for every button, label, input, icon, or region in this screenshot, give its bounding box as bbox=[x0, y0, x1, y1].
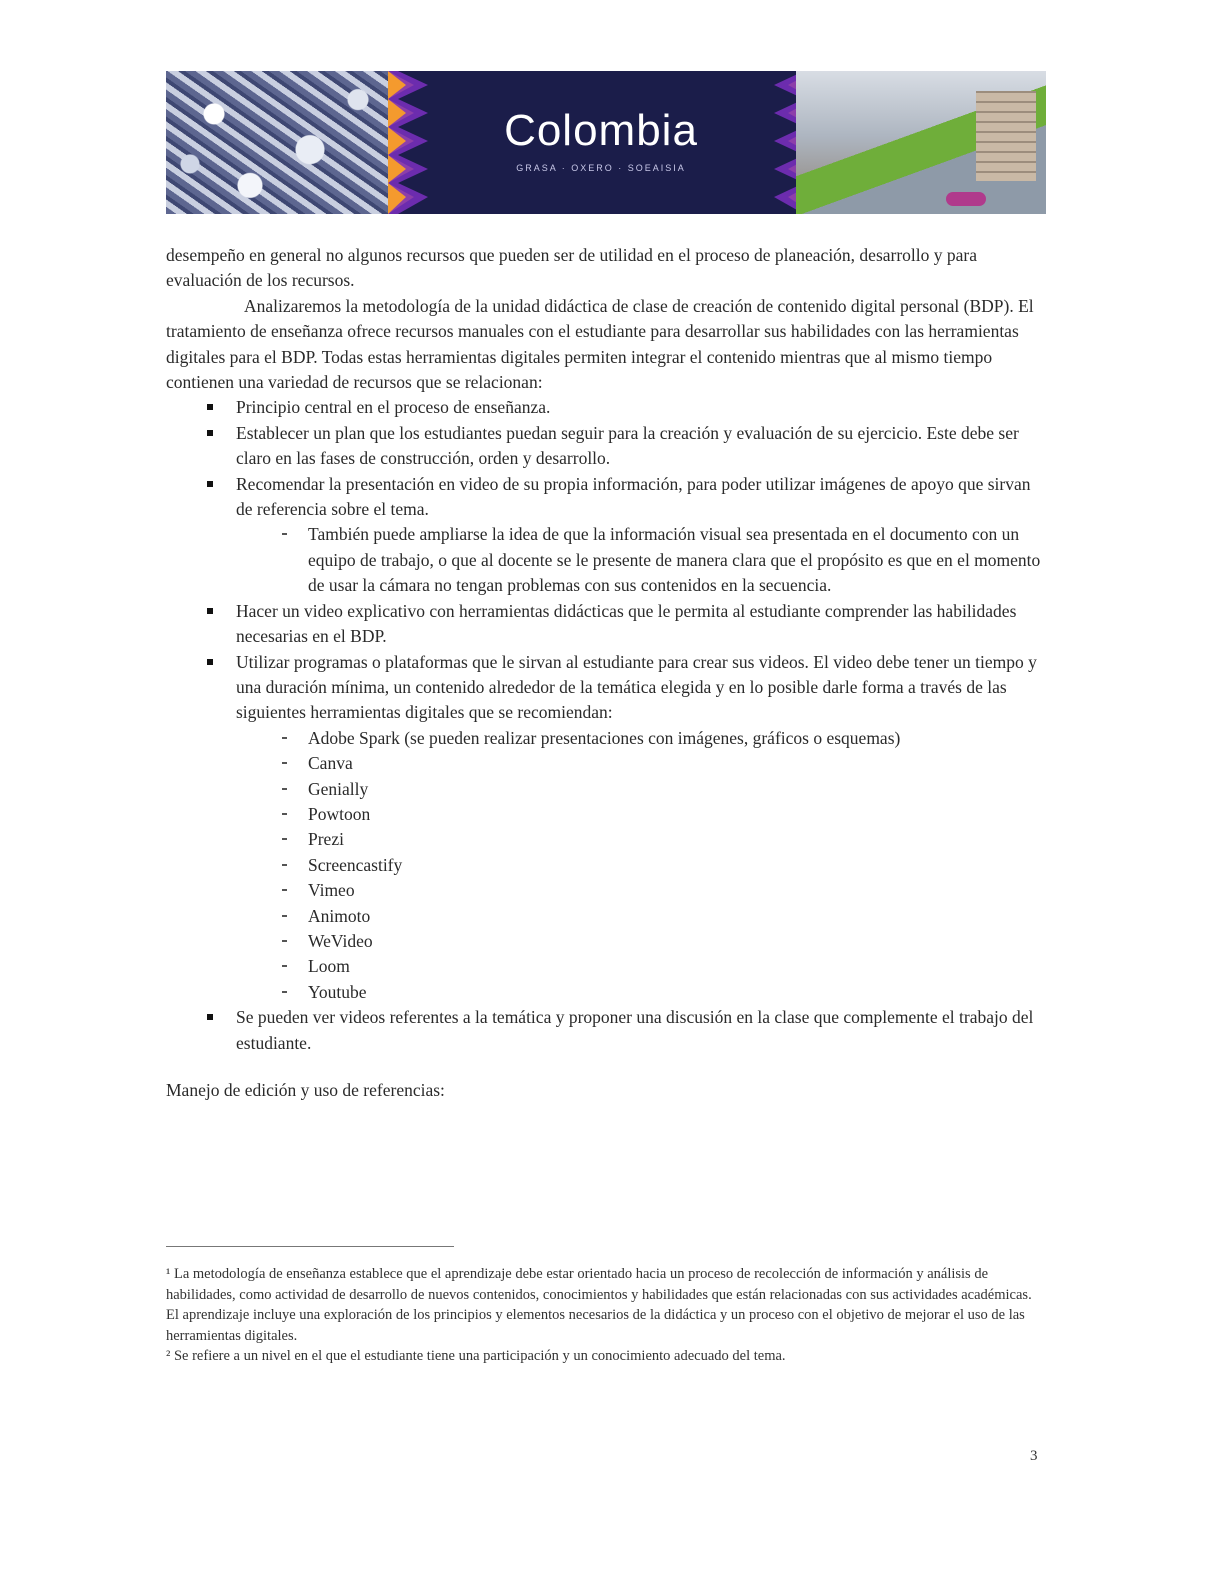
sub-bullet-item: Youtube bbox=[308, 980, 1046, 1005]
bullet-text: Utilizar programas o plataformas que le sirvan al estudiante para crear sus videos. El video debe tener un tiempo y una duración mínima, un contenido alrededor de la temática elegida y en lo posible darle forma a través de las siguientes herramientas digitales que se recomiendan: bbox=[236, 651, 1037, 723]
bullet-item bbox=[236, 599, 1046, 650]
body-text bbox=[166, 243, 1046, 1103]
sub-bullet-item: También puede ampliarse la idea de que la información visual sea presentada en el documento con un equipo de trabajo, o que al docente se le presente de manera clara que el propósito es que en el momento de usar la cámara no tengan problemas con sus contenidos en la secuencia. bbox=[308, 522, 1046, 598]
sub-bullet-item: Animoto bbox=[308, 904, 1046, 929]
bullet-item bbox=[236, 395, 1046, 420]
bullet-text: Hacer un video explicativo con herramientas didácticas que le permita al estudiante comprender las habilidades necesarias en el BDP. bbox=[236, 600, 1017, 647]
sub-bullet-list bbox=[236, 726, 1046, 1005]
sub-bullet-item: Prezi bbox=[308, 827, 1046, 852]
banner-subtitle: GRASA · OXERO · SOEAISIA bbox=[516, 162, 686, 173]
footnote-2: ² Se refiere a un nivel en el que el estudiante tiene una participación y un conocimiento adecuado del tema. bbox=[166, 1348, 786, 1364]
bullet-text: Se pueden ver videos referentes a la temática y proponer una discusión en la clase que complemente el trabajo del estudiante. bbox=[236, 1007, 1034, 1053]
bullet-item bbox=[236, 472, 1046, 599]
textile-pattern-image bbox=[166, 71, 406, 214]
flower-bed-shape bbox=[946, 192, 986, 206]
sub-bullet-item: Canva bbox=[308, 751, 1046, 776]
sub-bullet-item: Adobe Spark (se pueden realizar presentaciones con imágenes, gráficos o esquemas) bbox=[308, 726, 1046, 751]
footnote-1: ¹ La metodología de enseñanza establece que el aprendizaje debe estar orientado hacia un proceso de recolección de información y análisis de habilidades, como actividad de desarrollo de nuevos contenidos, conocimientos y habilidades que están relacionadas con sus actividades académicas. El aprendizaje incluye una exploración de los principios y elementos necesarios de la didáctica y un proceso con el objetivo de mejorar el uso de las herramientas digitales. bbox=[166, 1266, 1032, 1344]
footnotes bbox=[166, 1264, 1046, 1367]
page-number: 3 bbox=[1030, 1448, 1038, 1464]
sub-bullet-item: Loom bbox=[308, 954, 1046, 979]
main-paragraph: Analizaremos la metodología de la unidad didáctica de clase de creación de contenido digital personal (BDP). El tratamiento de enseñanza ofrece recursos manuales con el estudiante para desarrollar sus habilidades con las herramientas digitales para el BDP. Todas estas herramientas digitales permiten integrar el contenido mientras que al mismo tiempo contienen una variedad de recursos que se relacionan: bbox=[166, 295, 1034, 393]
building-shape bbox=[976, 91, 1036, 181]
closing-line: Manejo de edición y uso de referencias: bbox=[166, 1080, 445, 1100]
sub-bullet-item: WeVideo bbox=[308, 929, 1046, 954]
bullet-list bbox=[166, 395, 1046, 1056]
footnote-divider bbox=[166, 1246, 454, 1247]
bullet-text: Recomendar la presentación en video de su propia información, para poder utilizar imágenes de apoyo que sirvan de referencia sobre el tema. bbox=[236, 473, 1031, 520]
sub-bullet-item: Screencastify bbox=[308, 853, 1046, 878]
banner-title-block bbox=[436, 71, 766, 214]
banner-title: Colombia bbox=[504, 105, 698, 155]
sub-bullet-item: Vimeo bbox=[308, 878, 1046, 903]
sub-bullet-item: Genially bbox=[308, 777, 1046, 802]
bullet-text: Establecer un plan que los estudiantes puedan seguir para la creación y evaluación de su ejercicio. Este debe ser claro en las fases de construcción, orden y desarrollo. bbox=[236, 422, 1019, 469]
zigzag-border-left bbox=[388, 71, 440, 214]
header-banner bbox=[166, 71, 1046, 214]
sub-bullet-item: Powtoon bbox=[308, 802, 1046, 827]
bullet-item bbox=[236, 1005, 1046, 1056]
bullet-item bbox=[236, 421, 1046, 472]
intro-paragraph: desempeño en general no algunos recursos que pueden ser de utilidad en el proceso de planeación, desarrollo y para evaluación de los recursos. bbox=[166, 245, 978, 291]
city-photo-image bbox=[796, 71, 1046, 214]
bullet-text: Principio central en el proceso de enseñanza. bbox=[236, 397, 551, 418]
sub-bullet-list bbox=[236, 522, 1046, 598]
bullet-item bbox=[236, 650, 1046, 1006]
